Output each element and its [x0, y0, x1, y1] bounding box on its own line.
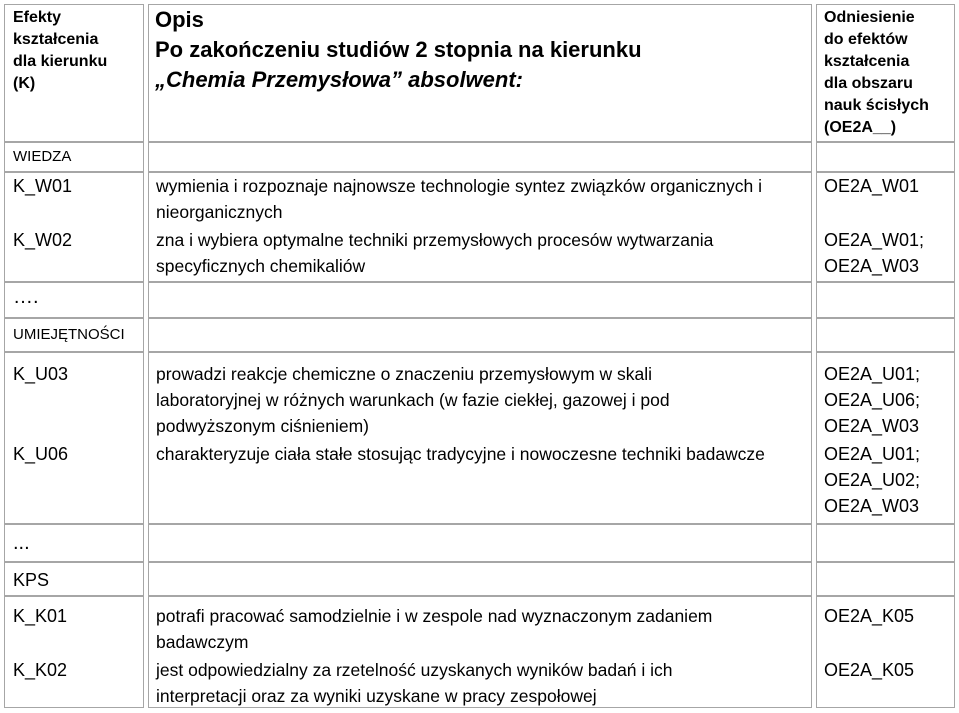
effect-description: prowadzi reakcje chemiczne o znaczeniu przemysłowym w skali laboratoryjnej w różnych warunkach (w fazie ciekłej, gazowej i pod podwyższonym ciśnieniem): [156, 364, 670, 436]
header-col1-line4: (K): [13, 75, 36, 92]
effect-description: potrafi pracować samodzielnie i w zespole nad wyznaczonym zadaniem badawczym: [156, 606, 713, 652]
effect-reference: OE2A_U01;: [824, 444, 921, 464]
ellipsis-label-2: ...: [13, 532, 30, 554]
effect-description: jest odpowiedzialny za rzetelność uzyskanych wyników badań i ich interpretacji oraz za wyniki uzyskane w pracy zespołowej: [156, 660, 673, 706]
header-col2-title: Opis: [155, 7, 204, 32]
effect-code: K_K01: [13, 606, 68, 626]
effect-code: K_W02: [13, 230, 73, 250]
section-umiejetnosci-desc-cell: [148, 318, 812, 352]
section-wiedza-desc-cell: [148, 142, 812, 172]
effect-reference: OE2A_W03: [824, 416, 920, 436]
effect-reference: OE2A_U06;: [824, 390, 921, 410]
section-label-kps: KPS: [13, 570, 50, 590]
effect-code: K_W01: [13, 176, 73, 196]
effect-reference: OE2A_K05: [824, 606, 915, 626]
effect-reference: OE2A_W01;: [824, 230, 925, 250]
ellipsis-label-1: ….: [13, 286, 39, 308]
effect-code: K_K02: [13, 660, 68, 680]
header-col3-line3: kształcenia: [824, 53, 910, 70]
header-col2-line2: Po zakończeniu studiów 2 stopnia na kierunku: [155, 37, 642, 62]
header-col3-line4: dla obszaru: [824, 75, 913, 92]
header-col3-line1: Odniesienie: [824, 9, 915, 26]
ellipsis-ref-cell-1: [816, 282, 955, 318]
section-label-umiejetnosci: UMIEJĘTNOŚCI: [13, 326, 125, 343]
header-col1-line2: kształcenia: [13, 31, 99, 48]
effect-reference: OE2A_K05: [824, 660, 915, 680]
header-col3-line5: nauk ścisłych: [824, 97, 929, 114]
ellipsis-desc-cell-2: [148, 524, 812, 562]
header-col3-line6: (OE2A__): [824, 119, 897, 136]
header-col1-line3: dla kierunku: [13, 53, 108, 70]
effect-reference: OE2A_W03: [824, 496, 920, 516]
effect-description: wymienia i rozpoznaje najnowsze technologie syntez związków organicznych i nieorganicznych: [156, 176, 762, 222]
effect-description: charakteryzuje ciała stałe stosując tradycyjne i nowoczesne techniki badawcze: [156, 444, 765, 464]
effect-description: zna i wybiera optymalne techniki przemysłowych procesów wytwarzania specyficznych chemikaliów: [156, 230, 714, 276]
ellipsis-desc-cell-1: [148, 282, 812, 318]
header-col1-line1: Efekty: [13, 9, 62, 26]
header-col2-line3: „Chemia Przemysłowa” absolwent:: [155, 67, 523, 92]
section-label-wiedza: WIEDZA: [13, 148, 72, 165]
header-col3-line2: do efektów: [824, 31, 908, 48]
section-wiedza-ref-cell: [816, 142, 955, 172]
section-umiejetnosci-ref-cell: [816, 318, 955, 352]
effect-code: K_U03: [13, 364, 69, 384]
effect-reference: OE2A_U02;: [824, 470, 921, 490]
effect-reference: OE2A_W03: [824, 256, 920, 276]
effect-reference: OE2A_U01;: [824, 364, 921, 384]
ellipsis-ref-cell-2: [816, 524, 955, 562]
effect-reference: OE2A_W01: [824, 176, 920, 196]
section-kps-ref-cell: [816, 562, 955, 596]
section-kps-desc-cell: [148, 562, 812, 596]
effect-code: K_U06: [13, 444, 69, 464]
